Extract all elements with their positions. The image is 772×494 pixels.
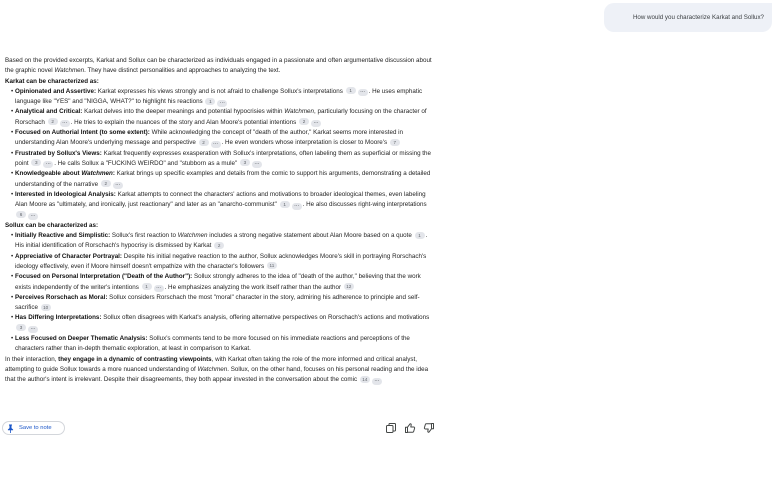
citation-chip[interactable]: 14 (360, 376, 370, 383)
list-item: • Perceives Rorschach as Moral: Sollux considers Rorschach the most "moral" character in the story, admiring his adherence to principle and self-sacrifice 10 (5, 293, 438, 314)
save-to-note-button[interactable] (2, 421, 65, 435)
citation-chip[interactable]: 3 (16, 324, 26, 331)
citation-chip[interactable]: 1 (415, 232, 425, 239)
citation-chip[interactable]: 2 (299, 118, 309, 125)
more-citations-chip[interactable]: ... (113, 182, 123, 189)
karkat-list (5, 87, 438, 221)
pin-icon (7, 424, 14, 433)
save-to-note-label: Save to note (19, 425, 52, 431)
citation-chip[interactable]: 2 (48, 118, 58, 125)
list-item: • Less Focused on Deeper Thematic Analysis: Sollux's comments tend to be more focused on his immediate reactions and perceptions of the characters rather than in-depth thematic exploration, at least in comparison to Karkat. (5, 334, 438, 355)
list-item: • Opinionated and Assertive: Karkat expresses his views strongly and is not afraid to challenge Sollux's interpretations 1 ... . He uses emphatic language like "YES" and "NIGGA, WHAT?" to highlight his reactions 1 ... (5, 87, 438, 108)
citation-chip[interactable]: 3 (31, 159, 41, 166)
more-citations-chip[interactable]: ... (154, 285, 164, 292)
citation-chip[interactable]: 1 (280, 201, 290, 208)
citation-chip[interactable]: 10 (41, 304, 51, 311)
citation-chip[interactable]: 1 (346, 87, 356, 94)
citation-chip[interactable]: 2 (199, 139, 209, 146)
citation-chip[interactable]: 2 (101, 180, 111, 187)
more-citations-chip[interactable]: ... (43, 161, 53, 168)
more-citations-chip[interactable]: ... (217, 100, 227, 107)
sollux-heading: Sollux can be characterized as: (5, 221, 99, 229)
assistant-response (5, 56, 438, 386)
more-citations-chip[interactable]: ... (28, 213, 38, 220)
list-item: • Focused on Authorial Intent (to some extent): While acknowledging the concept of "death of the author," Karkat seems more interested in understanding Alan Moore's underlying message and perspective 2 ... . He even wonders whose interpretation is closer to Moore's 7 (5, 128, 438, 149)
user-message-bubble (604, 3, 772, 32)
list-item: • Has Differing Interpretations: Sollux often disagrees with Karkat's analysis, offering alternative perspectives on Rorschach's actions and motivations 3 ... (5, 313, 438, 334)
list-item: • Frustrated by Sollux's Views: Karkat frequently expresses exasperation with Sollux's interpretations, often labeling them as superficial or missing the point 3 ... . He calls Sollux a "FUCKING WEIRDO" and "stubborn as a mule" 3 ... (5, 149, 438, 170)
list-item: • Appreciative of Character Portrayal: Despite his initial negative reaction to the author, Sollux acknowledges Moore's skill in portraying Rorschach's ideology effectively, even if Moore himself doesn't empathize with the character's followers 11 (5, 252, 438, 273)
more-citations-chip[interactable]: ... (60, 120, 70, 127)
citation-chip[interactable]: 12 (344, 283, 354, 290)
citation-chip[interactable]: 11 (267, 262, 277, 269)
more-citations-chip[interactable]: ... (28, 326, 38, 333)
sollux-list (5, 231, 438, 355)
intro-paragraph: Based on the provided excerpts, Karkat and Sollux can be characterized as individuals engaged in a passionate and often argumentative discussion about the graphic novel Watchmen. They have distinct personalities and approaches to analyzing the text. (5, 57, 432, 75)
thumbs-up-icon[interactable] (404, 422, 416, 434)
user-message-text: How would you characterize Karkat and Sollux? (632, 14, 764, 21)
citation-chip[interactable]: 1 (205, 98, 215, 105)
more-citations-chip[interactable]: ... (358, 89, 368, 96)
citation-chip[interactable]: 7 (390, 139, 400, 146)
more-citations-chip[interactable]: ... (311, 120, 321, 127)
more-citations-chip[interactable]: ... (211, 141, 221, 148)
copy-icon[interactable] (385, 422, 397, 434)
citation-chip[interactable]: 1 (142, 283, 152, 290)
conclusion-paragraph: In their interaction, they engage in a dynamic of contrasting viewpoints, with Karkat often taking the role of the more informed and critical analyst, attempting to guide Sollux towards a more nuanced understanding of Watchmen. Sollux, on the other hand, focuses on his personal reading and the idea that the author's intent is irrelevant. Despite their disagreements, they both appear invested in the conversation about the comic 14 ... (5, 355, 429, 384)
karkat-heading: Karkat can be characterized as: (5, 77, 99, 85)
more-citations-chip[interactable]: ... (252, 161, 262, 168)
list-item: • Interested in Ideological Analysis: Karkat attempts to connect the characters' actions and motivations to broader ideological themes, even labeling Alan Moore as "ultimately, and ironically, just reactionary" and later as an "anarcho-communist" 1 ... . He also discusses right-wing interpretations 6 ... (5, 190, 438, 221)
citation-chip[interactable]: 6 (16, 211, 26, 218)
response-actions (2, 421, 440, 437)
list-item: • Focused on Personal Interpretation ("Death of the Author"): Sollux strongly adheres to the idea of "death of the author," believing that the work exists independently of the writer's intentions 1 ... . He emphasizes analyzing the work itself rather than the author 12 (5, 272, 438, 293)
citation-chip[interactable]: 3 (240, 159, 250, 166)
list-item: • Initially Reactive and Simplistic: Sollux's first reaction to Watchmen includes a strong negative statement about Alan Moore based on a quote 1 . His initial identification of Rorschach's hypocrisy is dismissed by Karkat 2 (5, 231, 438, 252)
list-item: • Knowledgeable about Watchmen: Karkat brings up specific examples and details from the comic to support his arguments, demonstrating a detailed understanding of the narrative 2 ... (5, 169, 438, 190)
citation-chip[interactable]: 2 (214, 242, 224, 249)
more-citations-chip[interactable]: ... (372, 378, 382, 385)
thumbs-down-icon[interactable] (423, 422, 435, 434)
list-item: • Analytical and Critical: Karkat delves into the deeper meanings and potential hypocrisies within Watchmen, particularly focusing on the character of Rorschach 2 ... . He tries to explain the nuances of the story and Alan Moore's potential intentions 2 ... (5, 107, 438, 128)
more-citations-chip[interactable]: ... (292, 203, 302, 210)
